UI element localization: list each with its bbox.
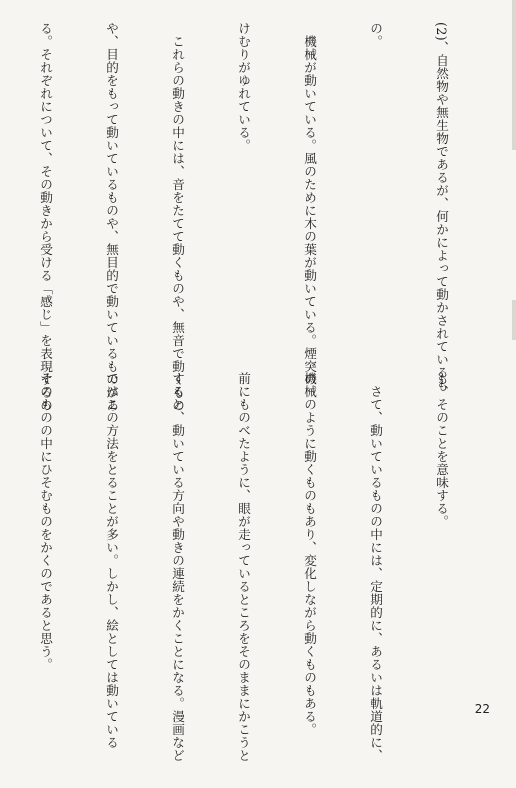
text-column: さて、動いているものの中には、定期的に、あるいは軌道的に、 <box>368 372 383 762</box>
text-column: 機械のように動くものもあり、変化しながら動くものもある。 <box>302 372 317 736</box>
text-column: ではこの方法をとることが多い。しかし、絵としては動いている <box>104 372 119 749</box>
text-column: 機械が動いている。風のために木の葉が動いている。煙突の <box>302 22 317 386</box>
text-column: 前にものべたように、眼が走っているところをそのままにかこうと <box>236 372 251 762</box>
text-column: (2)、自然物や無生物であるが、何かによって動かされているも <box>434 22 449 393</box>
upper-text-block <box>28 22 496 412</box>
text-column: すると、動いている方向や動きの連続をかくことになる。漫画など <box>170 372 185 762</box>
text-column: そのものの中にひそむものをかくのであると思う。 <box>38 372 53 671</box>
page-number: 22 <box>474 702 490 716</box>
text-column: の。 <box>368 22 383 48</box>
text-column: これらの動きの中には、音をたてて動くものや、無音で動くもの <box>170 22 185 412</box>
text-column: や、目的をもって動いているものや、無目的で動いているものがあ <box>104 22 119 412</box>
text-column: けむりがゆれている。 <box>236 22 251 152</box>
text-column: る。それぞれについて、その動きから受ける「感じ」を表現するの <box>38 22 53 412</box>
text-column: も、そのことを意味する。 <box>434 372 449 528</box>
page-edge-shadow <box>512 0 516 150</box>
page-edge-shadow <box>512 300 516 340</box>
